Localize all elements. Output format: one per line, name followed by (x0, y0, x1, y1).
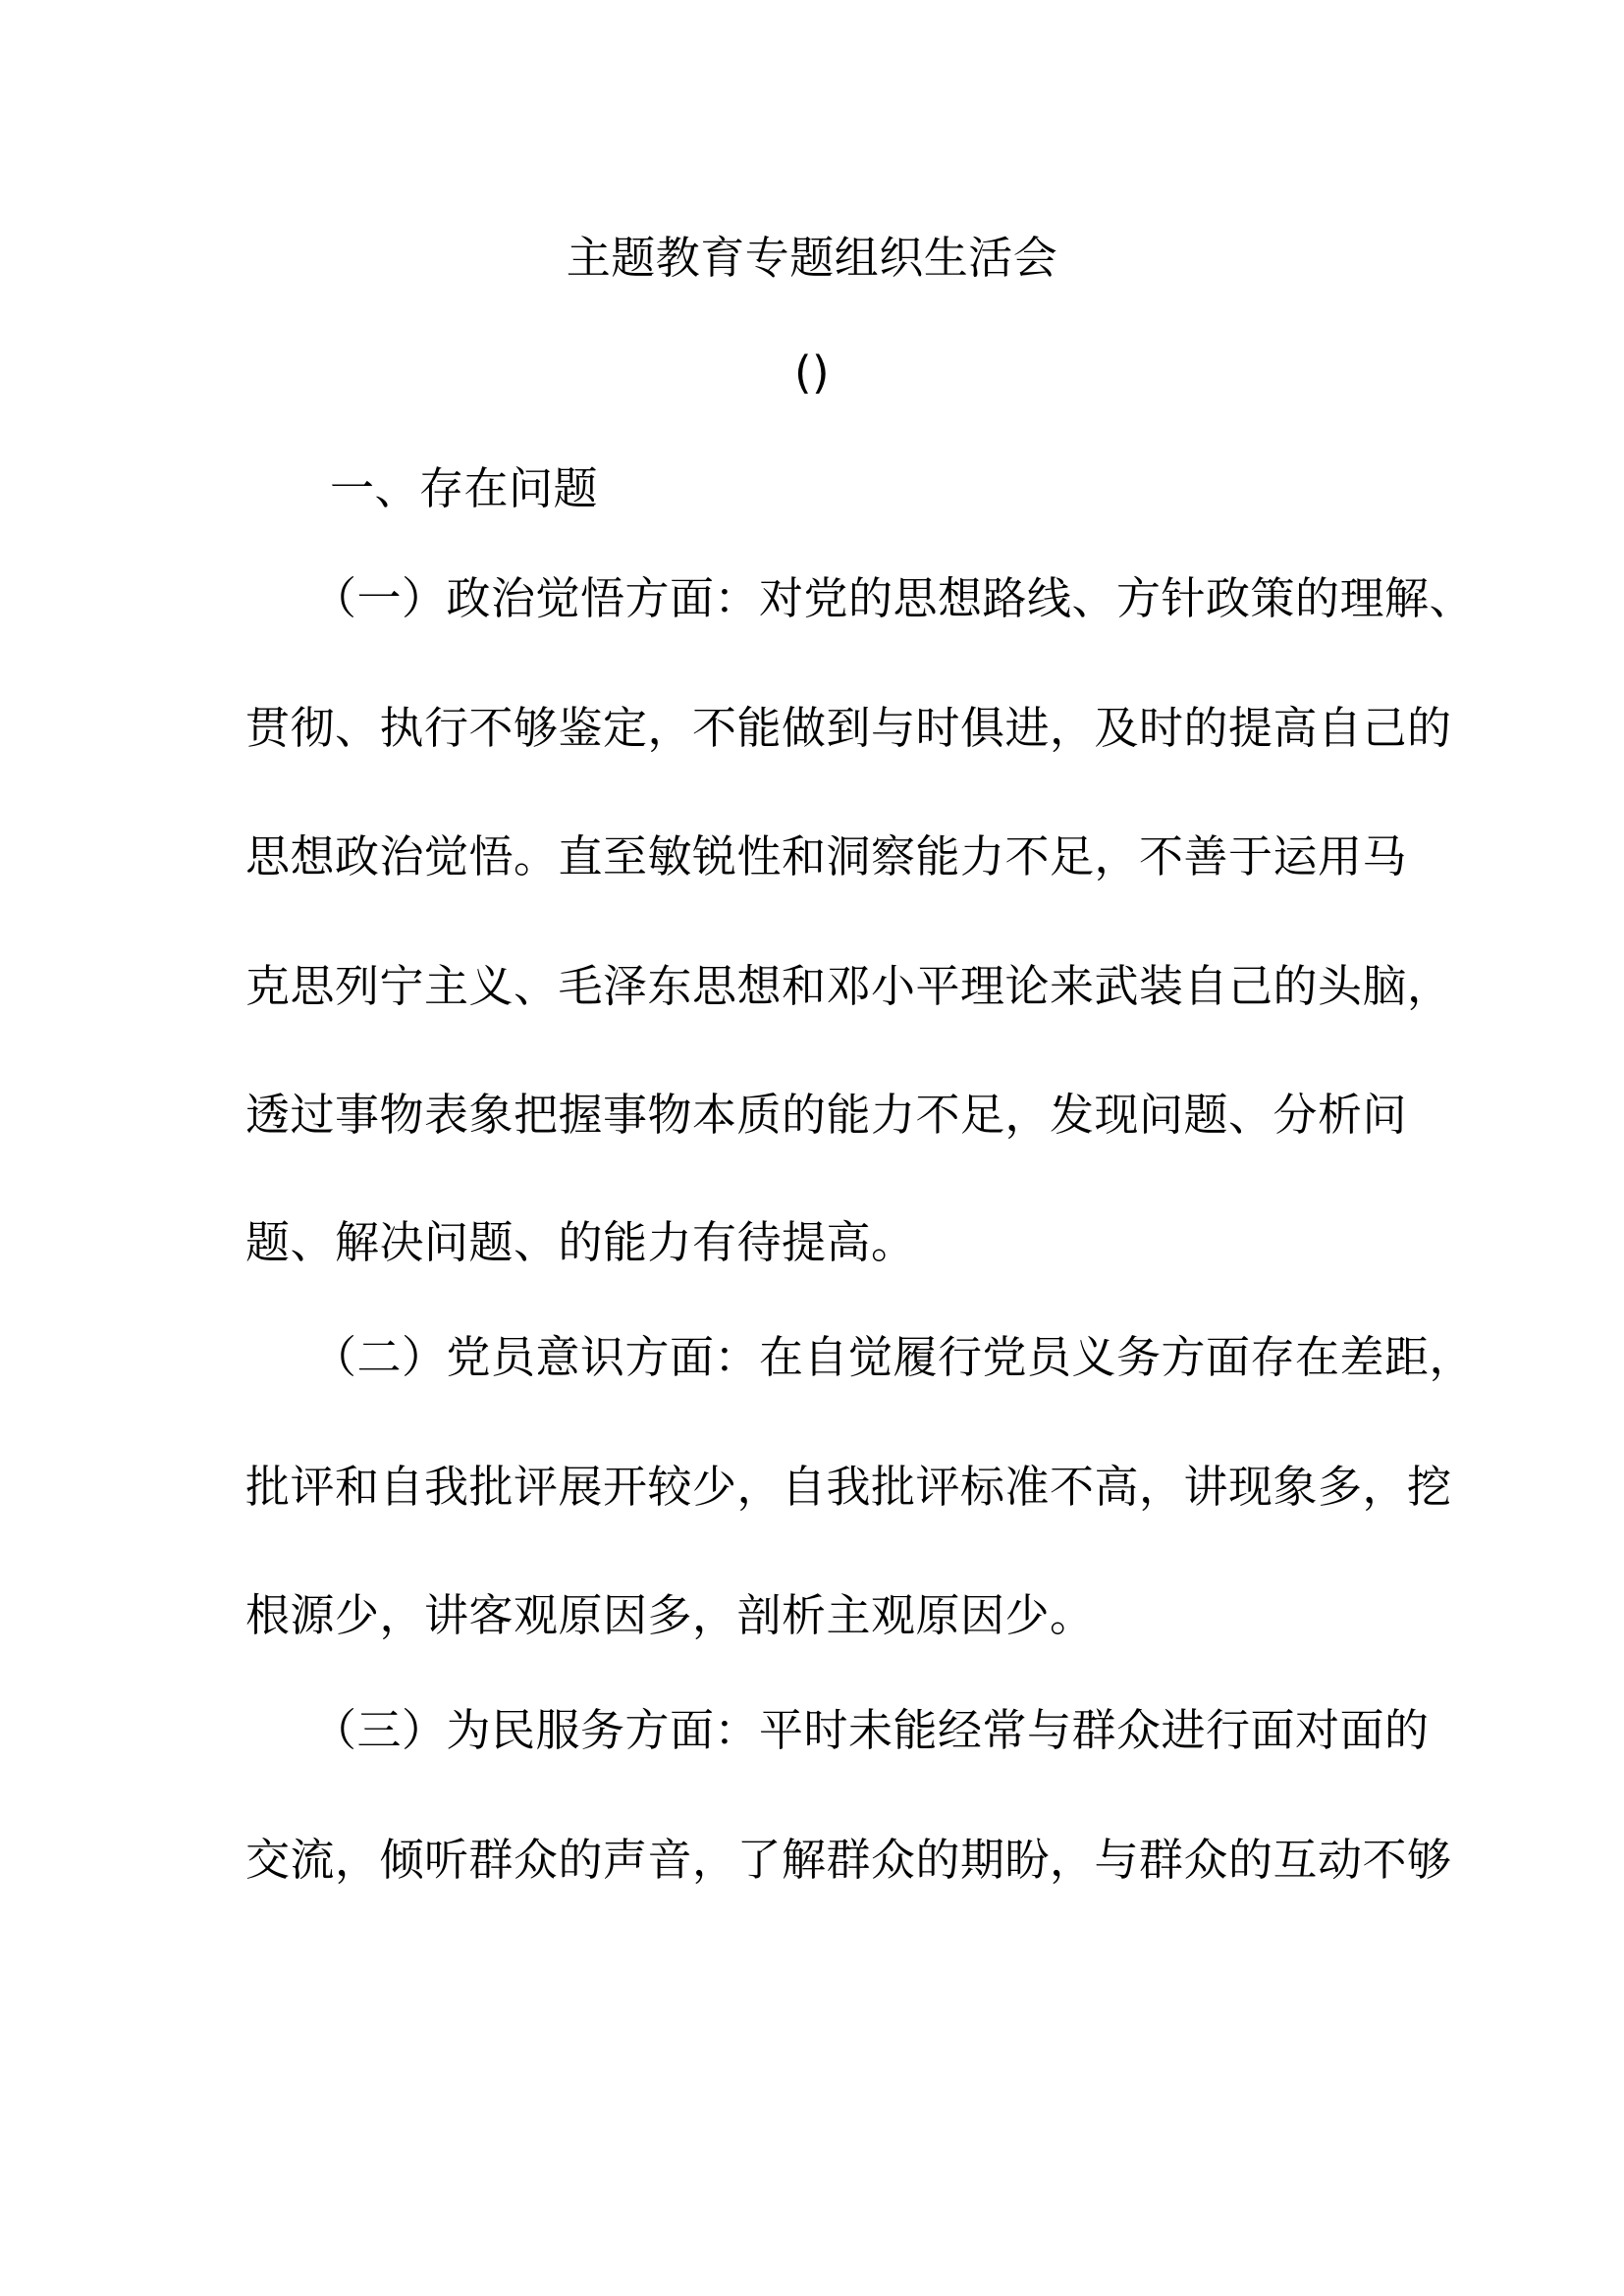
paragraph-line: （三）为民服务方面：平时未能经常与群众进行面对面的 (312, 1704, 1430, 1756)
paragraph-line: （二）党员意识方面：在自觉履行党员义务方面存在差距， (312, 1331, 1475, 1383)
document-subtitle: () (793, 347, 831, 399)
paragraph-line: 交流，倾听群众的声音，了解群众的期盼，与群众的互动不够 (245, 1834, 1452, 1886)
paragraph-line: （一）政治觉悟方面：对党的思想路线、方针政策的理解、 (312, 572, 1475, 624)
paragraph-line: 批评和自我批评展开较少，自我批评标准不高，讲现象多，挖 (245, 1461, 1452, 1513)
paragraph-line: 克思列宁主义、毛泽东思想和邓小平理论来武装自己的头脑， (245, 960, 1452, 1012)
section-heading: 一、存在问题 (330, 462, 599, 514)
paragraph-line: 贯彻、执行不够鉴定，不能做到与时俱进，及时的提高自己的 (245, 702, 1452, 754)
paragraph-line: 题、解决问题、的能力有待提高。 (245, 1216, 916, 1268)
paragraph-line: 透过事物表象把握事物本质的能力不足，发现问题、分析问 (245, 1089, 1408, 1141)
document-title: 主题教育专题组织生活会 (566, 232, 1058, 284)
paragraph-line: 思想政治觉悟。直至敏锐性和洞察能力不足，不善于运用马 (245, 830, 1408, 882)
paragraph-line: 根源少，讲客观原因多，剖析主观原因少。 (245, 1589, 1095, 1641)
